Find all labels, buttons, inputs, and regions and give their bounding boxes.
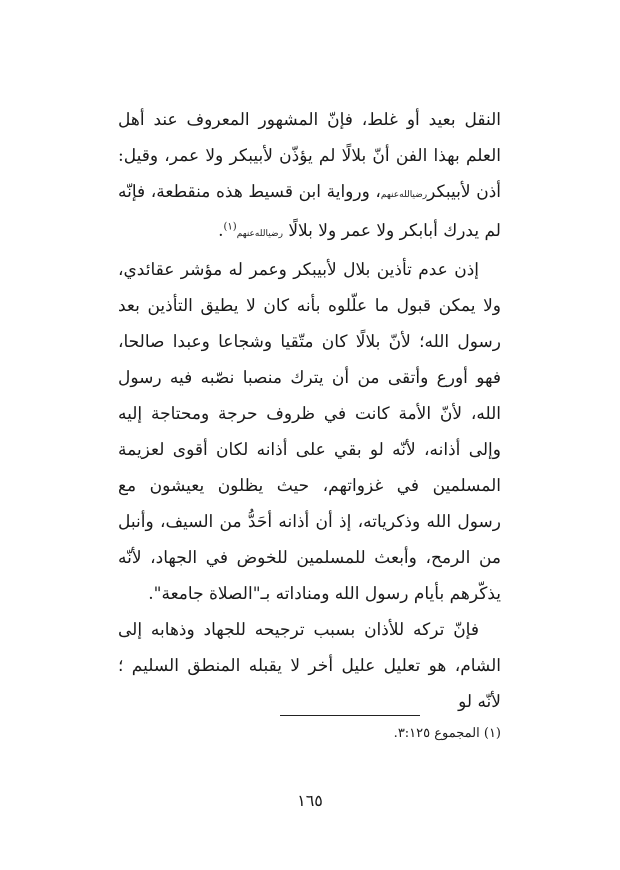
paragraph-1-end: . xyxy=(218,221,224,241)
footnote-reference[interactable]: (١) xyxy=(223,221,237,233)
paragraph-1-text-b: ، ورواية ابن قسيط هذه منقطعة، فإنّه لم يدرك أبابكر ولا عمر ولا بلالًا xyxy=(118,182,501,241)
paragraph-3: فإنّ تركه للأذان بسبب ترجيحه للجهاد وذهابه إلى الشام، هو تعليل عليل أخر لا يقبله المنطق السليم ؛ لأنّه لو xyxy=(118,620,501,712)
page-number: ١٦٥ xyxy=(297,791,323,810)
paragraph-2: إذن عدم تأذين بلال لأبيبكر وعمر له مؤشر عقائدي، ولا يمكن قبول ما علّلوه بأنه كان لا يطيق التأذين بعد رسول الله؛ لأنّ بلالًا كان متّقيا وشجاعا وعبدا صالحا، فهو أورع وأتقى من أن يترك منصبا نصّبه فيه رسول الله، لأنّ الأمة كانت في ظروف حرجة ومحتاجة إليه وإلى أذانه، لأنّه لو بقي على أذانه لكان أقوى لعزيمة المسلمين في غزواتهم، حيث يظلون يعيشون مع رسول الله وذكرياته، إذ أن أذانه أحَدُّ من السيف، وأنبل من الرمح، وأبعث للمسلمين للخوض في الجهاد، لأنّه يذكّرهم بأيام رسول الله ومناداته بـ"الصلاة جامعة". xyxy=(118,260,501,604)
main-text xyxy=(118,102,501,720)
paragraph-1-text-a: النقل بعيد أو غلط، فإنّ المشهور المعروف عند أهل العلم بهذا الفن أنّ بلالًا لم يؤذّن لأبيبكر ولا عمر، وقيل: أذن لأبيبكر xyxy=(118,110,501,202)
footnote-separator xyxy=(280,715,420,716)
honorific-2: رضيالله‌عنهم xyxy=(236,229,283,239)
footnote: (١) المجموع ٣:١٢٥. xyxy=(393,726,501,741)
honorific-1: رضيالله‌عنهم xyxy=(380,190,428,200)
paragraph-1 xyxy=(118,102,501,252)
